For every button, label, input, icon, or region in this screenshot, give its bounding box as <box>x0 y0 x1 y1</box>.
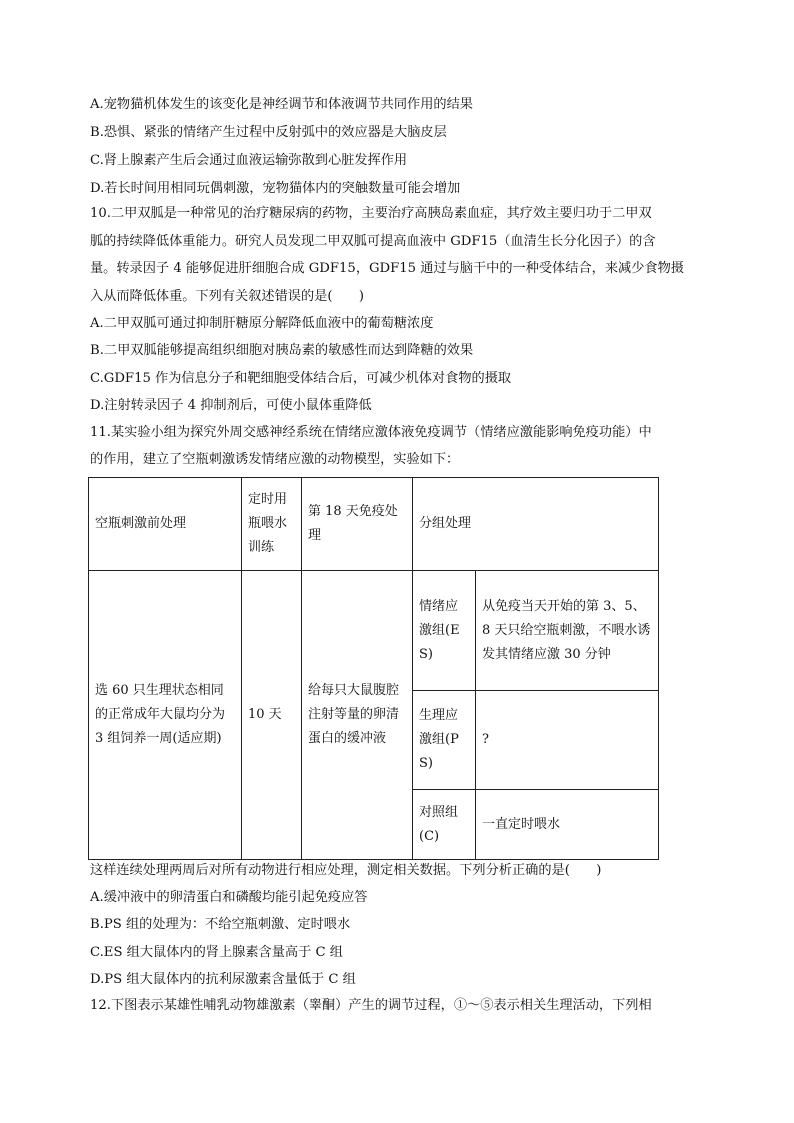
header-training: 定时用瓶喂水训练 <box>242 478 302 571</box>
header-immune: 第 18 天免疫处理 <box>302 478 413 571</box>
q11-option-d: D.PS 组大鼠体内的抗利尿激素含量低于 C 组 <box>90 972 356 987</box>
q10-stem-line-2: 胍的持续降低体重能力。研究人员发现二甲双胍可提高血液中 GDF15（血清生长分化因子）的含 <box>90 234 656 249</box>
table-row-es <box>89 571 659 691</box>
table-header-row <box>89 478 659 571</box>
q9-option-d: D.若长时间用相同玩偶刺激，宠物猫体内的突触数量可能会增加 <box>90 181 461 196</box>
q9-option-c: C.肾上腺素产生后会通过血液运输弥散到心脏发挥作用 <box>90 153 408 168</box>
q10-option-b: B.二甲双胍能够提高组织细胞对胰岛素的敏感性而达到降糖的效果 <box>90 343 474 358</box>
q9-option-b: B.恐惧、紧张的情绪产生过程中反射弧中的效应器是大脑皮层 <box>90 125 447 140</box>
q10-stem-line-4: 入从而降低体重。下列有关叙述错误的是( ) <box>90 289 365 304</box>
group-name-es: 情绪应激组(ES) <box>413 571 476 691</box>
group-treatment-c: 一直定时喂水 <box>476 790 659 860</box>
cell-immune: 给每只大鼠腹腔注射等量的卵清蛋白的缓冲液 <box>302 571 413 860</box>
cell-training: 10 天 <box>242 571 302 860</box>
q11-stem-line-2: 的作用，建立了空瓶刺激诱发情绪应激的动物模型，实验如下： <box>90 452 460 467</box>
q9-option-a: A.宠物猫机体发生的该变化是神经调节和体液调节共同作用的结果 <box>90 97 473 112</box>
group-treatment-es: 从免疫当天开始的第 3、5、8 天只给空瓶刺激，不喂水诱发其情绪应激 30 分钟 <box>476 571 659 691</box>
q11-option-c: C.ES 组大鼠体内的肾上腺素含量高于 C 组 <box>90 945 343 960</box>
group-treatment-ps: ? <box>476 691 659 790</box>
q10-option-a: A.二甲双胍可通过抑制肝糖原分解降低血液中的葡萄糖浓度 <box>90 316 434 331</box>
q10-option-d: D.注射转录因子 4 抑制剂后，可使小鼠体重降低 <box>90 398 372 413</box>
q11-stem-line-1: 11.某实验小组为探究外周交感神经系统在情绪应激体液免疫调节（情绪应激能影响免疫功能）中 <box>90 425 652 440</box>
q11-after-text: 这样连续处理两周后对所有动物进行相应处理，测定相关数据。下列分析正确的是( ) <box>90 863 602 878</box>
q12-stem-line-1: 12.下图表示某雄性哺乳动物雄激素（睾酮）产生的调节过程，①～⑤表示相关生理活动，下列相 <box>90 998 652 1013</box>
q11-option-a: A.缓冲液中的卵清蛋白和磷酸均能引起免疫应答 <box>90 890 368 905</box>
experiment-table <box>88 477 659 860</box>
header-pre-treatment: 空瓶刺激前处理 <box>89 478 242 571</box>
header-grouping: 分组处理 <box>413 478 659 571</box>
group-name-c: 对照组(C) <box>413 790 476 860</box>
q10-option-c: C.GDF15 作为信息分子和靶细胞受体结合后，可减少机体对食物的摄取 <box>90 371 512 386</box>
q10-stem-line-1: 10.二甲双胍是一种常见的治疗糖尿病的药物，主要治疗高胰岛素血症，其疗效主要归功于二甲双 <box>90 206 652 221</box>
q10-stem-line-3: 量。转录因子 4 能够促进肝细胞合成 GDF15，GDF15 通过与脑干中的一种受体结合，来减少食物摄 <box>90 261 684 276</box>
group-name-ps: 生理应激组(PS) <box>413 691 476 790</box>
q11-option-b: B.PS 组的处理为：不给空瓶刺激、定时喂水 <box>90 917 351 932</box>
cell-pre-treatment: 选 60 只生理状态相同的正常成年大鼠均分为 3 组饲养一周(适应期) <box>89 571 242 860</box>
